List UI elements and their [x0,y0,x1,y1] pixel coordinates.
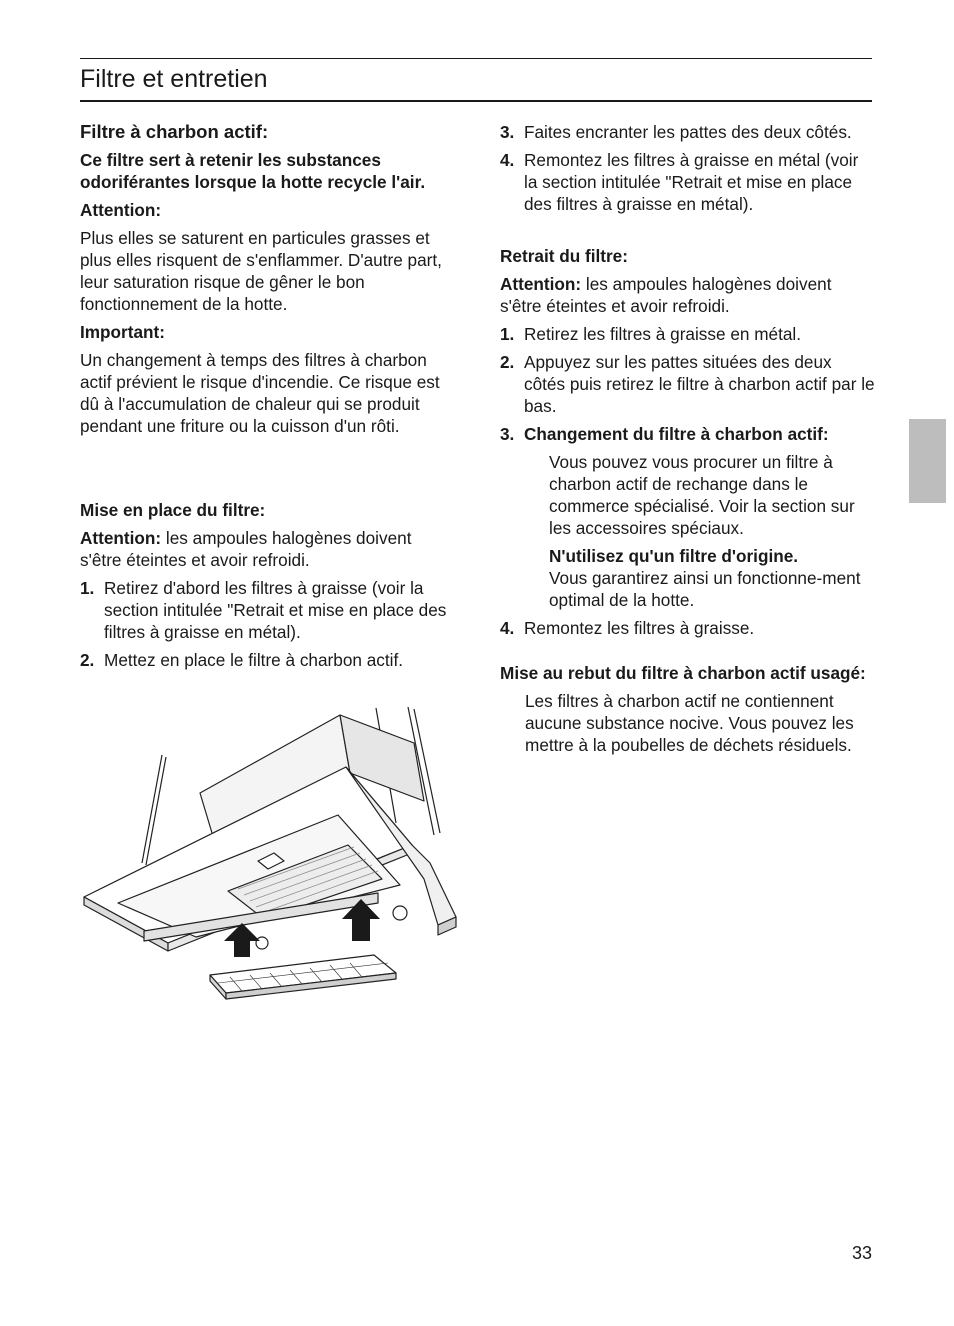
list-item [500,351,875,417]
list-item [80,649,455,671]
attention-text: Plus elles se saturent en particules grasses et plus elles risquent de s'enflammer. D'autre part, leur saturation risque de gêner le bon fonctionnement de la hotte. [80,228,442,314]
step-number: 2. [80,650,95,670]
remove-steps [500,323,875,445]
step-text: Appuyez sur les pattes situées des deux côtés puis retirez le filtre à charbon actif par le bas. [524,352,875,416]
remove-steps-end [500,617,875,639]
range-hood-illustration [78,705,458,1000]
install-attention-text: les ampoules halogènes doivent s'être éteintes et avoir refroidi. [80,528,412,570]
list-item [500,149,875,215]
install-steps-continued [500,121,875,215]
step-text: Retirez d'abord les filtres à graisse (voir la section intitulée "Retrait et mise en place des filtres à graisse en métal). [104,578,447,642]
right-column [500,121,875,756]
attention-label: Attention: [80,200,162,220]
step-text: Mettez en place le filtre à charbon actif. [104,650,404,670]
list-item [500,121,875,143]
disposal-text: Les filtres à charbon actif ne contiennent aucune substance nocive. Vous pouvez les mettre à la poubelles de déchets résiduels. [525,691,854,755]
section-heading-charcoal-filter: Filtre à charbon actif: [80,121,269,142]
step-number: 2. [500,352,515,372]
list-item [80,577,455,643]
step-number: 4. [500,618,515,638]
step-number: 3. [500,122,515,142]
section-heading-install-filter: Mise en place du filtre: [80,500,266,520]
optimal-operation-text: Vous garantirez ainsi un fonctionne-ment optimal de la hotte. [549,568,861,610]
chapter-tab [909,419,946,503]
replacement-text: Vous pouvez vous procurer un filtre à charbon actif de rechange dans le commerce spécialisé. Voir la section sur les accessoires spéciaux. [549,452,855,538]
left-column [80,121,455,671]
step-text: Remontez les filtres à graisse en métal (voir la section intitulée "Retrait et mise en place des filtres à graisse en métal). [524,150,859,214]
header-rule-bottom [80,100,872,102]
section-heading-disposal: Mise au rebut du filtre à charbon actif usagé: [500,663,866,683]
install-steps [80,577,455,671]
step-number: 1. [80,578,95,598]
step-number: 3. [500,424,515,444]
list-item [500,323,875,345]
step-number: 4. [500,150,515,170]
step-text: Faites encranter les pattes des deux côtés. [524,122,852,142]
page-number: 33 [851,1243,872,1263]
page-title: Filtre et entretien [80,65,268,93]
install-attention-label: Attention: [80,528,162,548]
step-text: Retirez les filtres à graisse en métal. [524,324,802,344]
section-heading-remove-filter: Retrait du filtre: [500,246,628,266]
important-label: Important: [80,322,165,342]
step-number: 1. [500,324,515,344]
list-item [500,423,875,445]
list-item [500,617,875,639]
important-text: Un changement à temps des filtres à charbon actif prévient le risque d'incendie. Ce risque est dû à l'accumulation de chaleur qui se produit pendant une friture ou la cuisson d'un rôti. [80,350,440,436]
original-filter-note: N'utilisez qu'un filtre d'origine. [549,546,799,566]
remove-attention-text: les ampoules halogènes doivent s'être éteintes et avoir refroidi. [500,274,832,316]
step-text: Remontez les filtres à graisse. [524,618,755,638]
step-text: Changement du filtre à charbon actif: [524,424,829,444]
install-attention [80,527,455,571]
header-rule-top [80,58,872,59]
intro-text: Ce filtre sert à retenir les substances odoriférantes lorsque la hotte recycle l'air. [80,150,426,192]
remove-attention [500,273,875,317]
remove-attention-label: Attention: [500,274,582,294]
